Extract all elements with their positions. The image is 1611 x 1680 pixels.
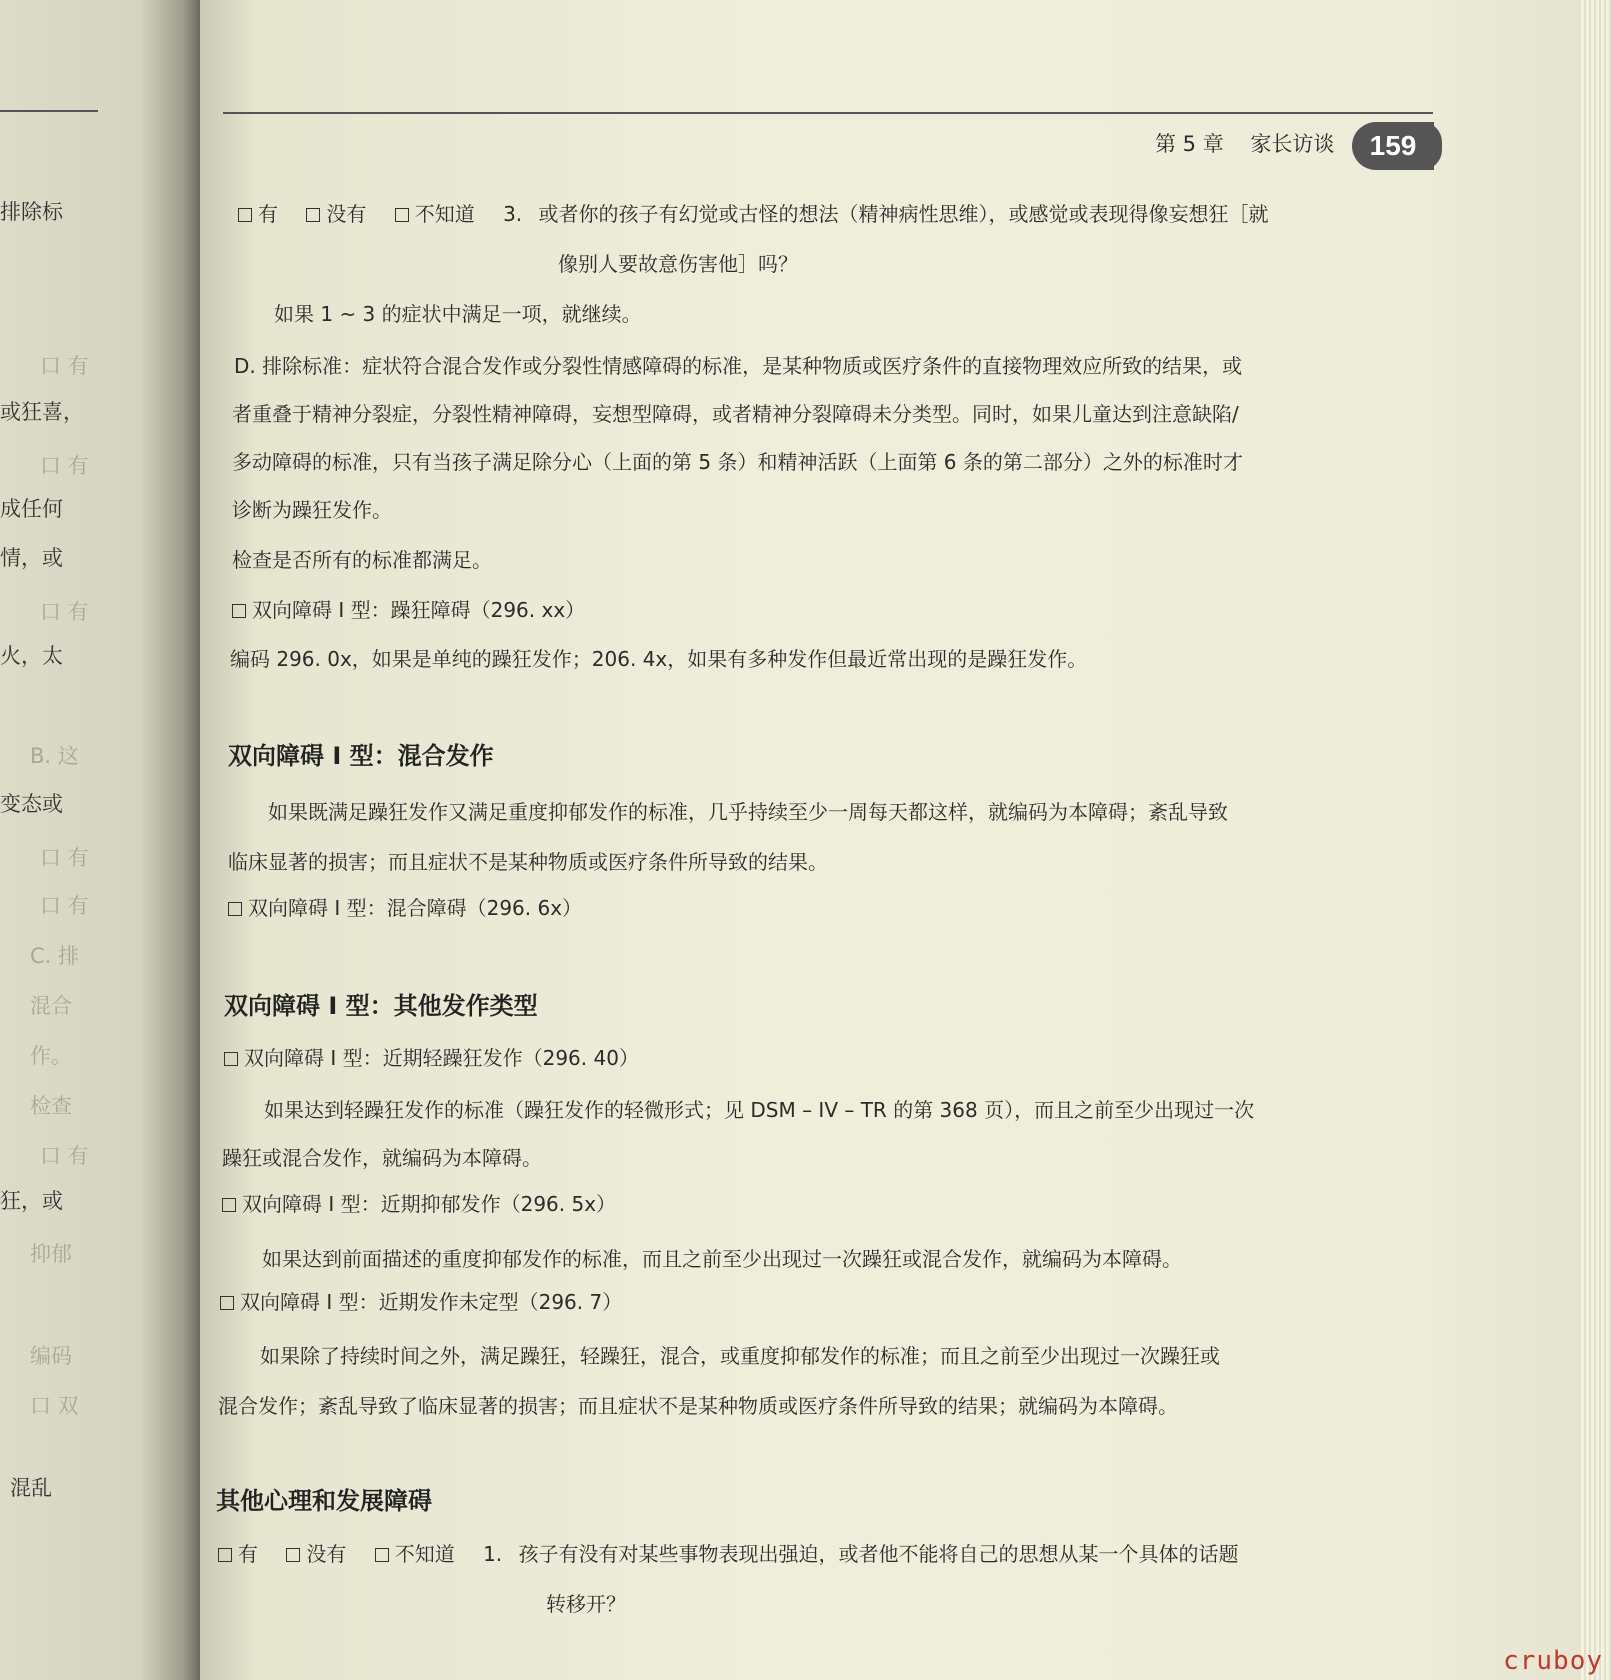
section-title-other-episodes: 双向障碍 I 型：其他发作类型	[224, 992, 538, 1020]
checkbox[interactable]	[222, 1198, 236, 1212]
section-title-mixed: 双向障碍 I 型：混合发作	[228, 742, 494, 770]
left-fragment: C. 排	[30, 944, 80, 968]
left-fragment: 口 有	[40, 354, 89, 378]
criterion-d-line: D. 排除标准：症状符合混合发作或分裂性情感障碍的标准，是某种物质或医疗条件的直接物理效应所致的结果，或	[234, 354, 1243, 378]
diagnosis-manic[interactable]: 双向障碍 I 型：躁狂障碍（296. xx）	[232, 594, 585, 623]
left-page-rule	[0, 110, 98, 112]
diagnosis-depressed[interactable]: 双向障碍 I 型：近期抑郁发作（296. 5x）	[222, 1188, 616, 1217]
left-fragment: 成任何	[0, 497, 63, 521]
left-fragment: 口 有	[40, 1144, 89, 1168]
page-edges	[1581, 0, 1611, 1680]
left-fragment: 口 有	[40, 600, 89, 624]
checkbox[interactable]	[238, 208, 252, 222]
checkbox[interactable]	[224, 1052, 238, 1066]
left-fragment: B. 这	[30, 744, 79, 768]
chapter-title: 家长访谈	[1250, 132, 1335, 156]
mixed-paragraph-line: 如果既满足躁狂发作又满足重度抑郁发作的标准，几乎持续至少一周每天都这样，就编码为本障碍；紊乱导致	[268, 800, 1228, 824]
question-text: 孩子有没有对某些事物表现出强迫，或者他不能将自己的思想从某一个具体的话题	[518, 1542, 1239, 1566]
checkbox[interactable]	[220, 1296, 234, 1310]
option-no[interactable]: 没有	[286, 1542, 346, 1566]
page-number: 159	[1352, 122, 1434, 170]
question-3-row	[238, 198, 1269, 227]
left-fragment: 编码	[30, 1344, 72, 1368]
watermark: cruboy	[1503, 1646, 1603, 1676]
left-fragment: 或狂喜，	[0, 400, 84, 424]
section-title-developmental: 其他心理和发展障碍	[216, 1487, 432, 1515]
dev-question-1-row	[218, 1538, 1239, 1567]
left-fragment: 口 有	[40, 846, 89, 870]
left-fragment: 混合	[30, 994, 72, 1018]
left-fragment: 口 有	[40, 454, 89, 478]
left-fragment: 情，或	[0, 546, 63, 570]
question-3-continuation: 像别人要故意伤害他］吗？	[558, 252, 798, 276]
option-yes[interactable]: 有	[238, 202, 278, 226]
diagnosis-unspecified[interactable]: 双向障碍 I 型：近期发作未定型（296. 7）	[220, 1286, 622, 1315]
left-fragment: 口 有	[40, 894, 89, 918]
left-fragment: 变态或	[0, 792, 63, 816]
checkbox[interactable]	[218, 1548, 232, 1562]
left-fragment: 作。	[30, 1044, 72, 1068]
code-note: 编码 296. 0x，如果是单纯的躁狂发作；206. 4x，如果有多种发作但最近常出现的是躁狂发作。	[230, 647, 1088, 671]
question-number: 1.	[483, 1542, 503, 1566]
hypomanic-paragraph-line: 如果达到轻躁狂发作的标准（躁狂发作的轻微形式；见 DSM – IV – TR 的第 368 页），而且之前至少出现过一次	[264, 1098, 1255, 1122]
right-page	[200, 0, 1611, 1680]
diagnosis-hypomanic[interactable]: 双向障碍 I 型：近期轻躁狂发作（296. 40）	[224, 1042, 639, 1071]
left-fragment: 混乱	[10, 1476, 52, 1500]
checkbox[interactable]	[395, 208, 409, 222]
option-unknown[interactable]: 不知道	[395, 202, 475, 226]
chapter-label: 第 5 章	[1155, 132, 1224, 156]
left-fragment: 检查	[30, 1094, 72, 1118]
left-fragment: 口 双	[30, 1394, 79, 1418]
left-fragment: 排除标	[0, 200, 63, 224]
depressed-paragraph: 如果达到前面描述的重度抑郁发作的标准，而且之前至少出现过一次躁狂或混合发作，就编码为本障碍。	[262, 1247, 1182, 1271]
header-rule	[223, 112, 1433, 114]
unspecified-paragraph-line: 如果除了持续时间之外，满足躁狂，轻躁狂，混合，或重度抑郁发作的标准；而且之前至少出现过一次躁狂或	[260, 1344, 1220, 1368]
unspecified-paragraph-line: 混合发作；紊乱导致了临床显著的损害；而且症状不是某种物质或医疗条件所导致的结果；就编码为本障碍。	[218, 1394, 1178, 1418]
mixed-paragraph-line: 临床显著的损害；而且症状不是某种物质或医疗条件所导致的结果。	[228, 850, 828, 874]
criterion-d-line: 诊断为躁狂发作。	[232, 498, 392, 522]
left-facing-page	[0, 0, 200, 1680]
option-no[interactable]: 没有	[306, 202, 366, 226]
diagnosis-mixed[interactable]: 双向障碍 I 型：混合障碍（296. 6x）	[228, 892, 582, 921]
continue-note: 如果 1 ~ 3 的症状中满足一项，就继续。	[274, 302, 642, 326]
dev-question-1-continuation: 转移开？	[546, 1592, 626, 1616]
criterion-d-line: 者重叠于精神分裂症，分裂性精神障碍，妄想型障碍，或者精神分裂障碍未分类型。同时，如果儿童达到注意缺陷/	[232, 402, 1239, 426]
checkbox[interactable]	[232, 604, 246, 618]
criterion-d-line: 多动障碍的标准，只有当孩子满足除分心（上面的第 5 条）和精神活跃（上面第 6 条的第二部分）之外的标准时才	[232, 450, 1243, 474]
running-header	[1155, 128, 1334, 158]
question-text: 或者你的孩子有幻觉或古怪的想法（精神病性思维），或感觉或表现得像妄想狂［就	[538, 202, 1269, 226]
left-fragment: 火，太	[0, 644, 63, 668]
checkbox[interactable]	[286, 1548, 300, 1562]
left-fragment: 抑郁	[30, 1242, 72, 1266]
checkbox[interactable]	[375, 1548, 389, 1562]
checkbox[interactable]	[306, 208, 320, 222]
option-unknown[interactable]: 不知道	[375, 1542, 455, 1566]
check-all-note: 检查是否所有的标准都满足。	[232, 548, 492, 572]
question-number: 3.	[503, 202, 523, 226]
option-yes[interactable]: 有	[218, 1542, 258, 1566]
hypomanic-paragraph-line: 躁狂或混合发作，就编码为本障碍。	[222, 1146, 542, 1170]
checkbox[interactable]	[228, 902, 242, 916]
left-fragment: 狂，或	[0, 1189, 63, 1213]
